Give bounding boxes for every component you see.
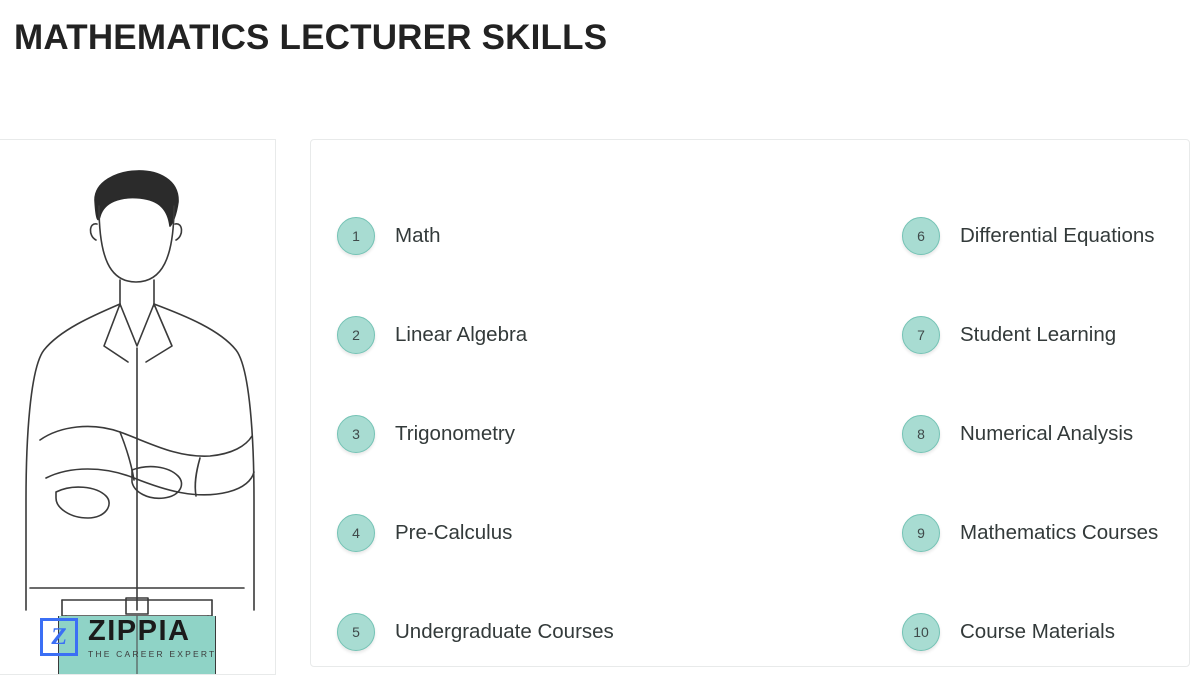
list-item [902,285,1189,384]
rank-badge: 8 [902,415,940,453]
rank-badge: 9 [902,514,940,552]
skills-card [310,139,1190,667]
zippia-tagline: THE CAREER EXPERT [88,648,217,659]
rank-badge: 10 [902,613,940,651]
list-item [902,384,1189,483]
list-item [337,483,750,582]
zippia-logo[interactable] [40,614,217,659]
list-item [902,582,1189,675]
zippia-name: ZIPPIA [88,614,191,647]
rank-badge: 3 [337,415,375,453]
rank-badge: 4 [337,514,375,552]
skills-column-right [750,140,1189,666]
list-item [902,483,1189,582]
skill-label: Undergraduate Courses [395,619,614,643]
rank-badge: 5 [337,613,375,651]
zippia-mark-letter: Z [49,624,69,651]
skill-label: Linear Algebra [395,322,528,346]
skill-label: Trigonometry [395,421,515,445]
list-item [337,582,750,675]
skill-label: Pre-Calculus [395,520,513,544]
zippia-wordmark [88,614,217,659]
skill-label: Mathematics Courses [960,520,1159,544]
skill-label: Numerical Analysis [960,421,1134,445]
skill-label: Course Materials [960,619,1115,643]
illustration-panel [0,139,276,675]
rank-badge: 6 [902,217,940,255]
zippia-mark-icon [40,618,78,656]
rank-badge: 1 [337,217,375,255]
skill-label: Math [395,223,441,247]
rank-badge: 7 [902,316,940,354]
skill-label: Student Learning [960,322,1117,346]
list-item [337,186,750,285]
page-title: MATHEMATICS LECTURER SKILLS [14,18,608,57]
list-item [902,186,1189,285]
lecturer-illustration [0,140,276,630]
skill-label: Differential Equations [960,223,1155,247]
list-item [337,384,750,483]
skills-column-left [311,140,750,666]
rank-badge: 2 [337,316,375,354]
list-item [337,285,750,384]
